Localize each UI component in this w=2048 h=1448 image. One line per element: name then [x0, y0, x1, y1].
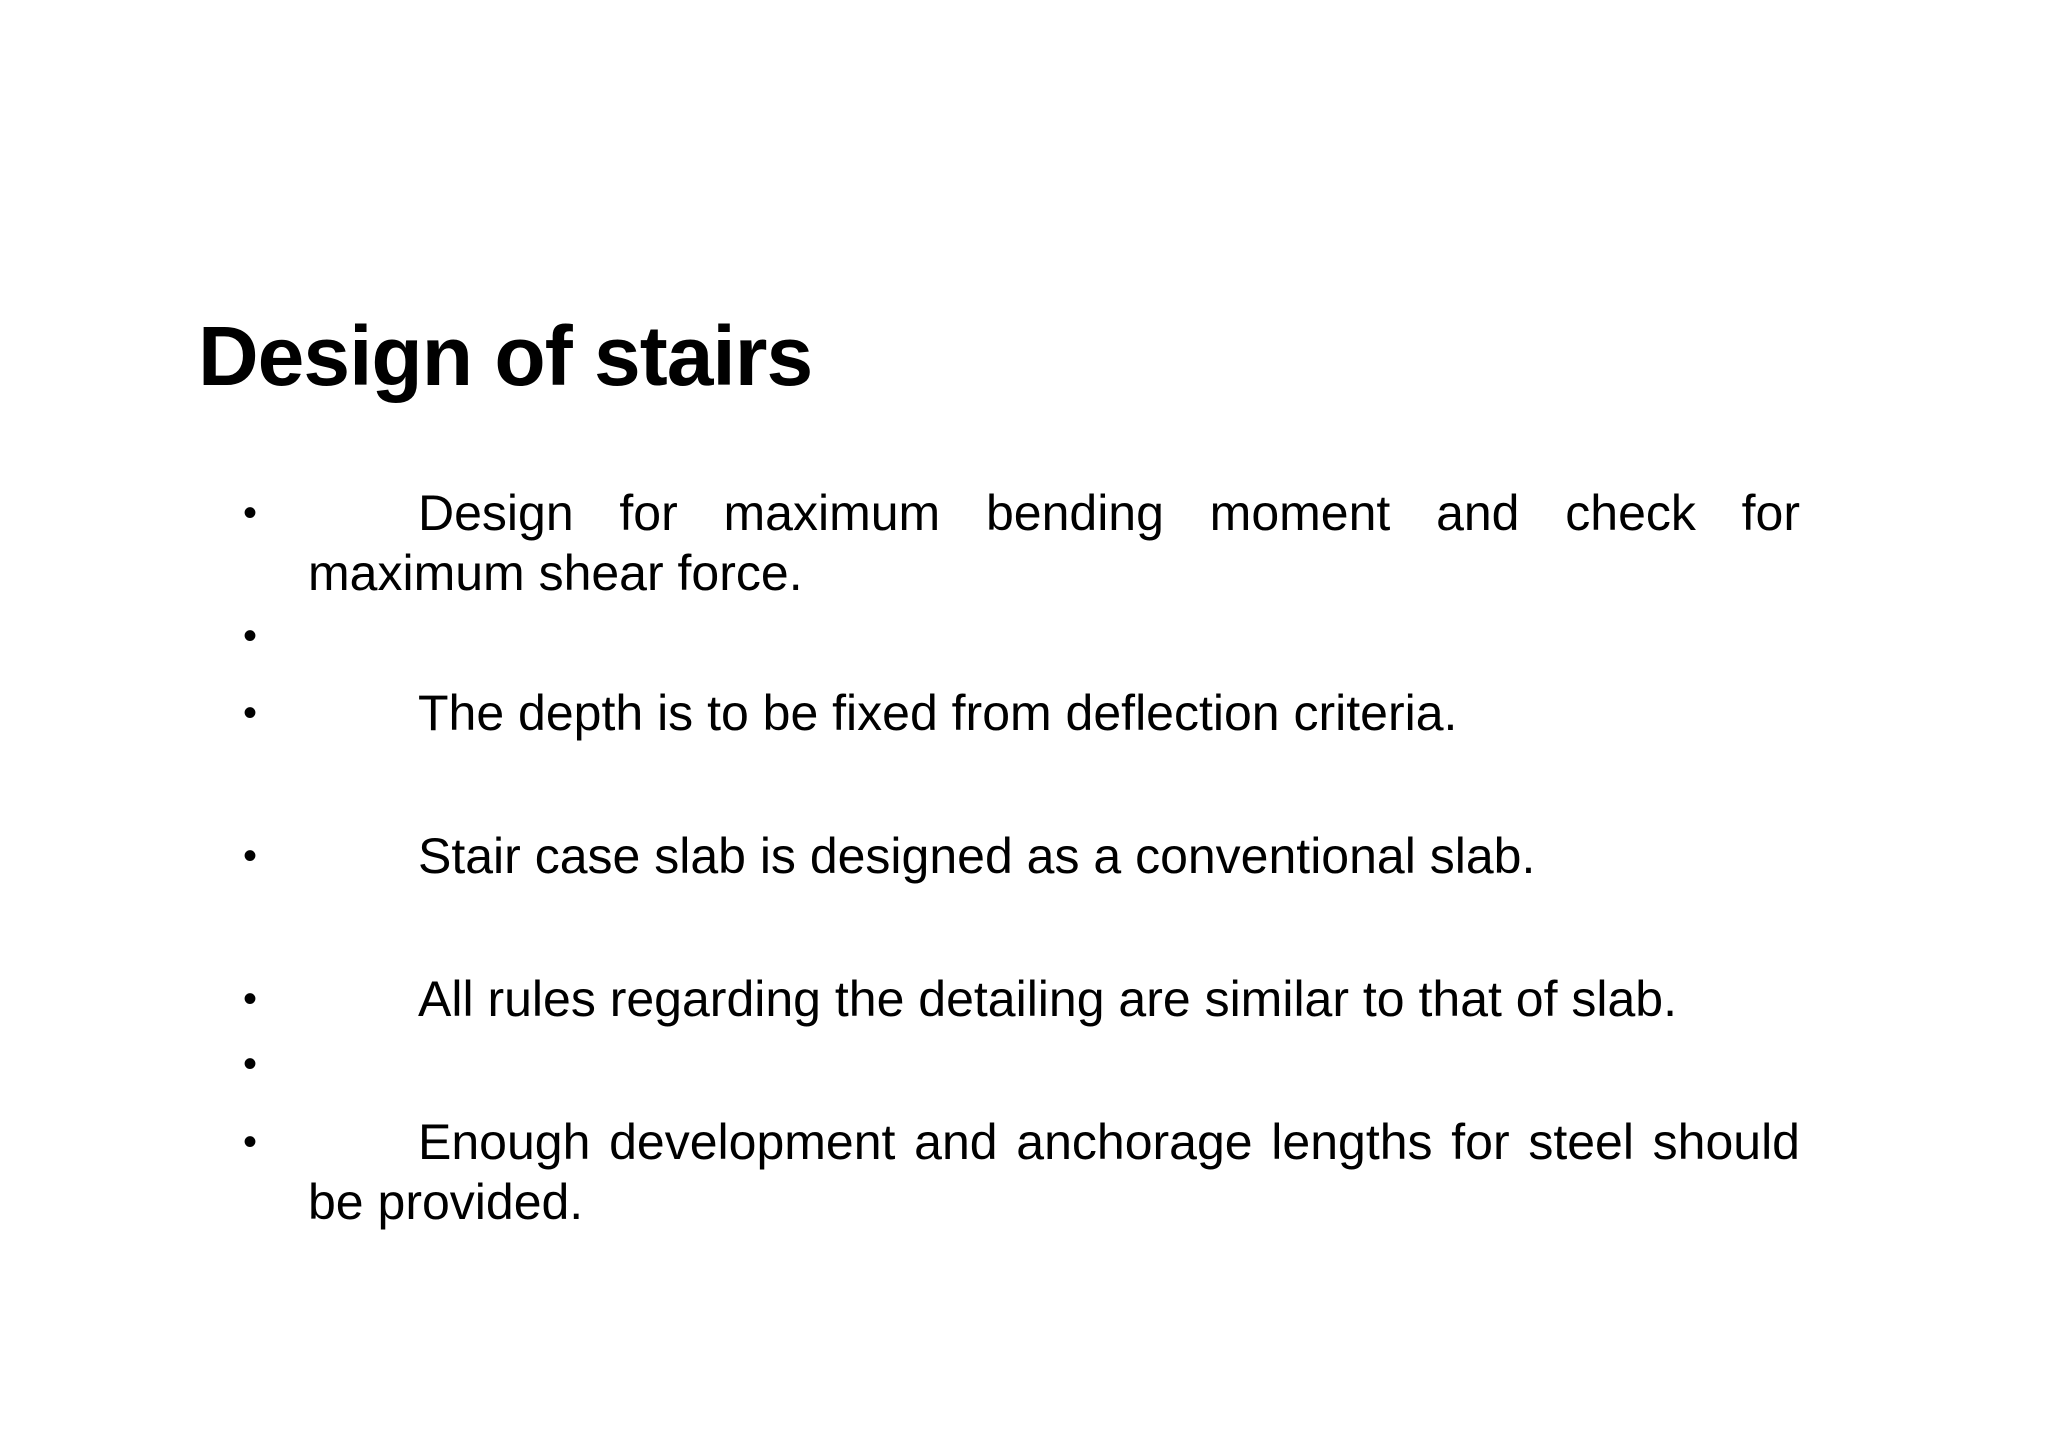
bullet-marker: •: [242, 834, 257, 878]
bullet-marker: •: [242, 691, 257, 735]
bullet-text: Enough development and anchorage lengths for steel should be provided.: [308, 1114, 1800, 1230]
bullet-text: All rules regarding the detailing are similar to that of slab.: [418, 971, 1677, 1027]
bullet-marker: •: [242, 1120, 257, 1164]
bullet-text: The depth is to be fixed from deflection criteria.: [418, 685, 1458, 741]
bullet-marker: •: [242, 977, 257, 1021]
bullet-text: Stair case slab is designed as a conventional slab.: [418, 828, 1536, 884]
bullet-text: Design for maximum bending moment and check for maximum shear force.: [308, 485, 1800, 601]
bullet-marker: •: [242, 491, 257, 535]
bullet-marker: •: [242, 1042, 257, 1086]
bullet-marker: •: [242, 614, 257, 658]
slide-title: Design of stairs: [198, 309, 813, 403]
